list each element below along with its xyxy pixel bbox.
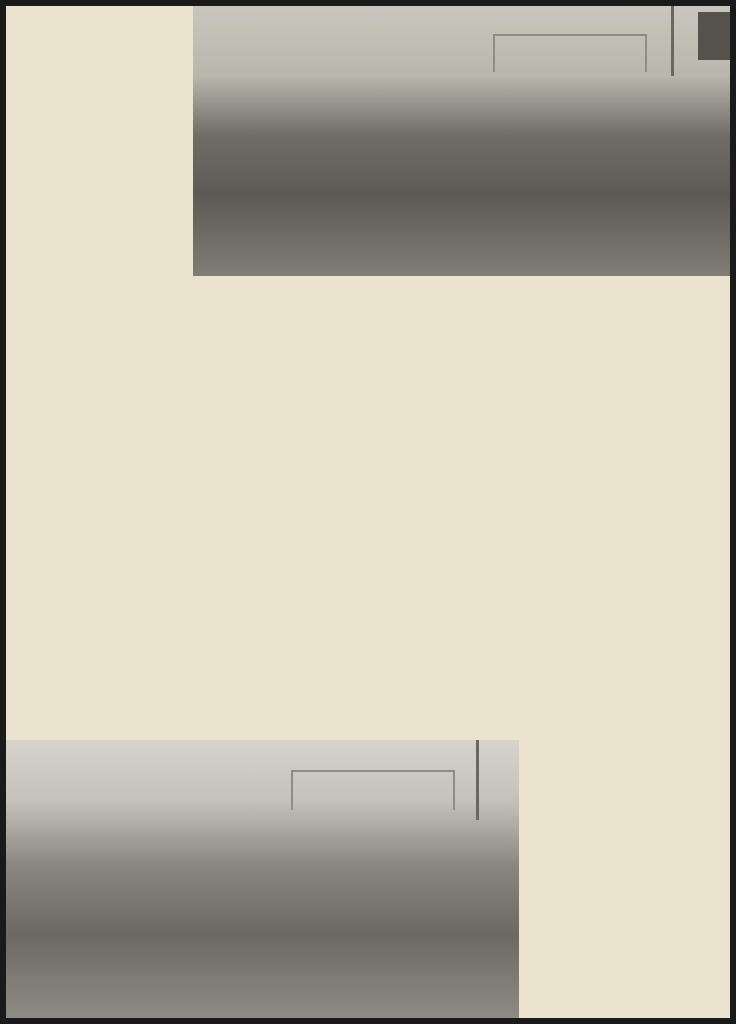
top-photo-caption bbox=[269, 291, 664, 293]
orchestra-group-photo bbox=[6, 740, 519, 1018]
band-group-photo bbox=[193, 6, 730, 276]
article-body bbox=[129, 439, 609, 447]
yearbook-page bbox=[6, 6, 730, 1018]
